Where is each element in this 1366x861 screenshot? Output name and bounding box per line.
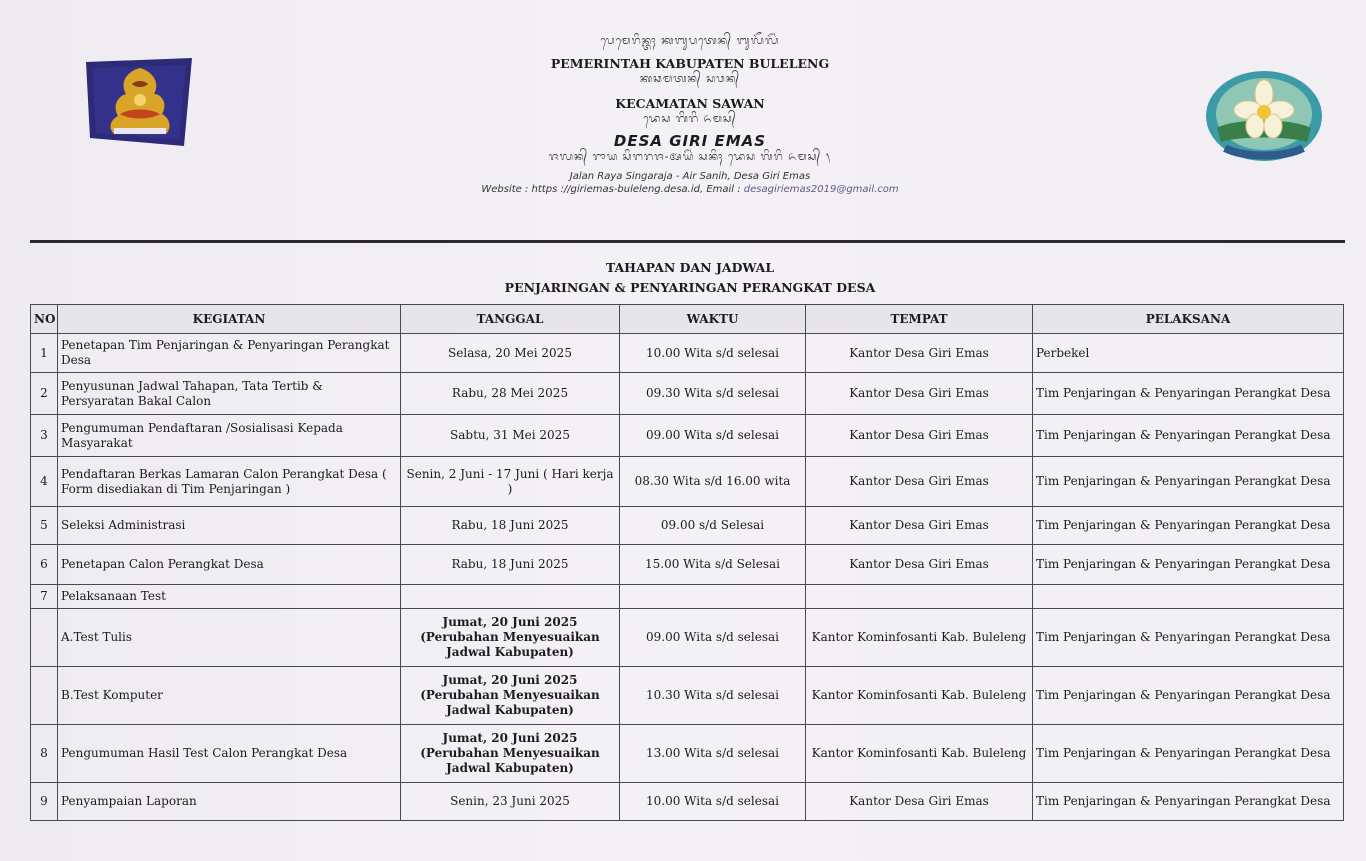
cell-waktu: 13.00 Wita s/d selesai (620, 725, 806, 783)
document-title (380, 258, 1000, 298)
cell-kegiatan: Pengumuman Hasil Test Calon Perangkat Desa (58, 725, 401, 783)
cell-tanggal: Jumat, 20 Juni 2025 (Perubahan Menyesuaikan Jadwal Kabupaten) (401, 667, 620, 725)
email-address: desagiriemas2019@gmail.com (743, 184, 899, 195)
cell-tanggal: Jumat, 20 Juni 2025 (Perubahan Menyesuaikan Jadwal Kabupaten) (401, 609, 620, 667)
cell-tempat: Kantor Desa Giri Emas (806, 334, 1033, 373)
cell-kegiatan: A.Test Tulis (58, 609, 401, 667)
header-tempat: TEMPAT (806, 305, 1033, 334)
cell-pelaksana: Perbekel (1033, 334, 1344, 373)
cell-pelaksana: Tim Penjaringan & Penyaringan Perangkat Desa (1033, 783, 1344, 821)
cell-no: 3 (31, 415, 58, 457)
cell-tanggal (401, 585, 620, 609)
cell-tanggal: Rabu, 28 Mei 2025 (401, 373, 620, 415)
table-row (31, 334, 1344, 373)
title-line-2: PENJARINGAN & PENYARINGAN PERANGKAT DESA (504, 280, 876, 295)
cell-tanggal: Rabu, 18 Juni 2025 (401, 545, 620, 585)
website-label: Website : https ://giriemas-buleleng.desa.id, Email : (481, 184, 744, 195)
cell-no: 2 (31, 373, 58, 415)
cell-no (31, 609, 58, 667)
table-row (31, 507, 1344, 545)
cell-tempat: Kantor Desa Giri Emas (806, 507, 1033, 545)
title-line-1: TAHAPAN DAN JADWAL (605, 260, 775, 275)
cell-kegiatan: Pelaksanaan Test (58, 585, 401, 609)
table-row (31, 783, 1344, 821)
cell-tanggal: Rabu, 18 Juni 2025 (401, 507, 620, 545)
cell-pelaksana: Tim Penjaringan & Penyaringan Perangkat Desa (1033, 507, 1344, 545)
cell-waktu: 08.30 Wita s/d 16.00 wita (620, 457, 806, 507)
cell-no: 1 (31, 334, 58, 373)
table-row (31, 415, 1344, 457)
cell-kegiatan: Penetapan Calon Perangkat Desa (58, 545, 401, 585)
cell-waktu: 09.00 s/d Selesai (620, 507, 806, 545)
desa-giri-emas-emblem-icon (1203, 68, 1325, 164)
cell-tempat: Kantor Desa Giri Emas (806, 783, 1033, 821)
header-tanggal: TANGGAL (401, 305, 620, 334)
header-pelaksana: PELAKSANA (1033, 305, 1344, 334)
cell-pelaksana: Tim Penjaringan & Penyaringan Perangkat Desa (1033, 545, 1344, 585)
cell-tanggal: Senin, 23 Juni 2025 (401, 783, 620, 821)
table-row (31, 545, 1344, 585)
schedule-table (30, 304, 1344, 821)
letterhead (380, 34, 1000, 196)
address: Jalan Raya Singaraja - Air Sanih, Desa Giri Emas (569, 171, 811, 182)
table-row (31, 585, 1344, 609)
cell-pelaksana: Tim Penjaringan & Penyaringan Perangkat Desa (1033, 609, 1344, 667)
table-row (31, 373, 1344, 415)
cell-tempat (806, 585, 1033, 609)
cell-kegiatan: Penyusunan Jadwal Tahapan, Tata Tertib & Persyaratan Bakal Calon (58, 373, 401, 415)
cell-waktu: 09.30 Wita s/d selesai (620, 373, 806, 415)
cell-tempat: Kantor Kominfosanti Kab. Buleleng (806, 667, 1033, 725)
cell-waktu (620, 585, 806, 609)
cell-no: 7 (31, 585, 58, 609)
cell-tanggal: Selasa, 20 Mei 2025 (401, 334, 620, 373)
cell-tempat: Kantor Kominfosanti Kab. Buleleng (806, 609, 1033, 667)
kabupaten-buleleng-emblem-icon (80, 54, 200, 150)
cell-kegiatan: Penetapan Tim Penjaringan & Penyaringan Perangkat Desa (58, 334, 401, 373)
table-row (31, 457, 1344, 507)
cell-pelaksana (1033, 585, 1344, 609)
cell-tanggal: Sabtu, 31 Mei 2025 (401, 415, 620, 457)
table-row (31, 609, 1344, 667)
balinese-script-government: ᬧᬾᬫᬾᬭᬶᬦ᭄ᬢᬄ ᬓᬩᬸᬧᬢᬾᬦ᭄ ᬩᬸᬮᭂᬮᭂᬂ (600, 34, 780, 47)
cell-tempat: Kantor Desa Giri Emas (806, 457, 1033, 507)
cell-waktu: 09.00 Wita s/d selesai (620, 609, 806, 667)
cell-pelaksana: Tim Penjaringan & Penyaringan Perangkat Desa (1033, 415, 1344, 457)
header-no: NO (31, 305, 58, 334)
government-name: PEMERINTAH KABUPATEN BULELENG (550, 56, 830, 71)
cell-no: 4 (31, 457, 58, 507)
cell-kegiatan: Seleksi Administrasi (58, 507, 401, 545)
cell-kegiatan: Penyampaian Laporan (58, 783, 401, 821)
cell-waktu: 10.00 Wita s/d selesai (620, 783, 806, 821)
balinese-script-village: ᬤᬾᬲ ᬕᬶᬭᬶ ᬏᬫᬲ᭄ (643, 112, 737, 125)
table-row (31, 725, 1344, 783)
cell-waktu: 15.00 Wita s/d Selesai (620, 545, 806, 585)
balinese-script-address: ᬚᬮᬦ᭄ ᬭᬵᬬ ᬲᬶᬗᬭᬚ-ᬅᬬᭂᬃ ᬲᬦᬶᬄ ᬤᬾᬲ ᬕᬶᬭᬶ ᬏᬫᬲ᭄ ᭞ (548, 150, 832, 163)
cell-waktu: 10.30 Wita s/d selesai (620, 667, 806, 725)
header-waktu: WAKTU (620, 305, 806, 334)
cell-waktu: 10.00 Wita s/d selesai (620, 334, 806, 373)
cell-pelaksana: Tim Penjaringan & Penyaringan Perangkat Desa (1033, 457, 1344, 507)
cell-kegiatan: Pendaftaran Berkas Lamaran Calon Perangkat Desa ( Form disediakan di Tim Penjaringan ) (58, 457, 401, 507)
cell-pelaksana: Tim Penjaringan & Penyaringan Perangkat Desa (1033, 725, 1344, 783)
table-header-row (31, 305, 1344, 334)
cell-tempat: Kantor Desa Giri Emas (806, 415, 1033, 457)
cell-no: 6 (31, 545, 58, 585)
cell-no (31, 667, 58, 725)
balinese-script-district: ᬓᬘᬫᬢᬦ᭄ ᬲᬯᬦ᭄ (639, 72, 741, 85)
cell-no: 8 (31, 725, 58, 783)
village-name: DESA GIRI EMAS (613, 132, 767, 150)
cell-kegiatan: B.Test Komputer (58, 667, 401, 725)
cell-pelaksana: Tim Penjaringan & Penyaringan Perangkat Desa (1033, 373, 1344, 415)
cell-tempat: Kantor Kominfosanti Kab. Buleleng (806, 725, 1033, 783)
website-email-line (380, 183, 1000, 196)
cell-tempat: Kantor Desa Giri Emas (806, 373, 1033, 415)
district-name: KECAMATAN SAWAN (615, 96, 765, 111)
header-kegiatan: KEGIATAN (58, 305, 401, 334)
cell-tanggal: Senin, 2 Juni - 17 Juni ( Hari kerja ) (401, 457, 620, 507)
cell-no: 9 (31, 783, 58, 821)
cell-tanggal: Jumat, 20 Juni 2025 (Perubahan Menyesuaikan Jadwal Kabupaten) (401, 725, 620, 783)
cell-tempat: Kantor Desa Giri Emas (806, 545, 1033, 585)
cell-pelaksana: Tim Penjaringan & Penyaringan Perangkat Desa (1033, 667, 1344, 725)
table-row (31, 667, 1344, 725)
cell-waktu: 09.00 Wita s/d selesai (620, 415, 806, 457)
cell-no: 5 (31, 507, 58, 545)
cell-kegiatan: Pengumuman Pendaftaran /Sosialisasi Kepada Masyarakat (58, 415, 401, 457)
letterhead-divider (30, 240, 1345, 243)
